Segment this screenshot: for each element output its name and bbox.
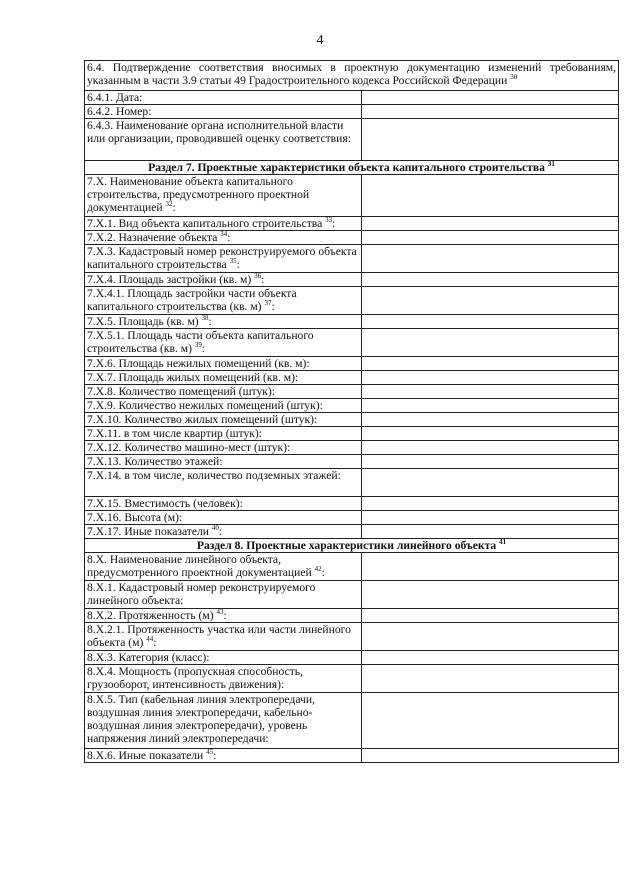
field-label: 7.Х.1. Вид объекта капитального строительства $^{33}$: bbox=[85, 217, 362, 231]
field-row bbox=[85, 665, 619, 693]
label-text: 8.Х. Наименование линейного объекта, предусмотренного проектной документацией bbox=[87, 553, 312, 579]
page-number: 4 bbox=[316, 33, 324, 48]
field-value-cell[interactable] bbox=[362, 441, 619, 455]
label-text: 7.Х.5. Площадь (кв. м) bbox=[87, 315, 199, 328]
field-row bbox=[85, 693, 619, 749]
footnote-ref: 41 bbox=[499, 538, 507, 547]
field-row bbox=[85, 749, 619, 763]
field-value-cell[interactable] bbox=[362, 273, 619, 287]
field-label bbox=[85, 61, 619, 91]
field-value-cell[interactable] bbox=[362, 693, 619, 749]
field-value-cell[interactable] bbox=[362, 665, 619, 693]
field-row bbox=[85, 399, 619, 413]
field-row bbox=[85, 315, 619, 329]
field-label bbox=[85, 441, 362, 455]
field-label bbox=[85, 455, 362, 469]
label-text: Раздел 8. Проектные характеристики линейного объекта bbox=[196, 539, 497, 552]
field-value-cell[interactable] bbox=[362, 749, 619, 763]
field-label: 8.Х.2. Протяженность (м) $^{43}$: bbox=[85, 609, 362, 623]
field-value-cell[interactable] bbox=[362, 385, 619, 399]
field-value-cell[interactable] bbox=[362, 455, 619, 469]
field-row bbox=[85, 105, 619, 119]
field-label: 7.Х.4.1. Площадь застройки части объекта капитального строительства (кв. м) $^{37}$: bbox=[85, 287, 362, 315]
section-title bbox=[85, 161, 619, 175]
field-value-cell[interactable] bbox=[362, 91, 619, 105]
field-row bbox=[85, 231, 619, 245]
form-table bbox=[84, 60, 619, 763]
field-row bbox=[85, 385, 619, 399]
label-text: 7.Х.8. Количество помещений (штук): bbox=[87, 385, 275, 398]
field-value-cell[interactable] bbox=[362, 581, 619, 609]
field-row bbox=[85, 441, 619, 455]
field-row bbox=[85, 245, 619, 273]
field-row bbox=[85, 525, 619, 539]
footnote-ref: 40 bbox=[211, 524, 219, 533]
field-row bbox=[85, 511, 619, 525]
field-value-cell[interactable] bbox=[362, 511, 619, 525]
label-text: 6.4.1. Дата: bbox=[87, 91, 143, 104]
field-row bbox=[85, 413, 619, 427]
field-row bbox=[85, 427, 619, 441]
field-label bbox=[85, 427, 362, 441]
form-table-body bbox=[85, 61, 619, 763]
field-label bbox=[85, 497, 362, 511]
field-row bbox=[85, 469, 619, 497]
field-label bbox=[85, 119, 362, 161]
footnote-ref: 44 bbox=[146, 635, 154, 644]
label-text: 7.Х.11. в том числе квартир (штук): bbox=[87, 427, 262, 440]
field-row bbox=[85, 553, 619, 581]
field-value-cell[interactable] bbox=[362, 371, 619, 385]
field-label: 8.Х.6. Иные показатели $^{45}$: bbox=[85, 749, 362, 763]
field-label: 8.Х.2.1. Протяженность участка или части линейного объекта (м) $^{44}$: bbox=[85, 623, 362, 651]
label-text: 8.Х.4. Мощность (пропускная способность, грузооборот, интенсивность движения): bbox=[87, 665, 303, 691]
footnote-ref: 42 bbox=[314, 565, 322, 574]
label-text: 7.Х.13. Количество этажей: bbox=[87, 455, 223, 468]
field-value-cell[interactable] bbox=[362, 175, 619, 217]
label-text: 6.4. Подтверждение соответствия вносимых в проектную документацию изменений требованиям, указанным в части 3.9 статьи 49 Градостроительного кодекса Российской Федерации bbox=[87, 61, 617, 87]
field-row bbox=[85, 357, 619, 371]
label-text: 8.Х.3. Категория (класс): bbox=[87, 651, 210, 664]
field-value-cell[interactable] bbox=[362, 357, 619, 371]
field-label bbox=[85, 511, 362, 525]
footnote-ref: 45 bbox=[206, 748, 214, 757]
field-row bbox=[85, 497, 619, 511]
field-value-cell[interactable] bbox=[362, 399, 619, 413]
field-label bbox=[85, 469, 362, 497]
footnote-ref: 33 bbox=[325, 216, 333, 225]
field-value-cell[interactable] bbox=[362, 413, 619, 427]
footnote-ref: 32 bbox=[165, 200, 173, 209]
field-value-cell[interactable] bbox=[362, 623, 619, 651]
field-row bbox=[85, 217, 619, 231]
footnote-ref: 30 bbox=[510, 73, 518, 82]
field-label: 7.Х.5. Площадь (кв. м) $^{38}$: bbox=[85, 315, 362, 329]
field-value-cell[interactable] bbox=[362, 469, 619, 497]
field-row bbox=[85, 581, 619, 609]
label-text: 7.Х.10. Количество жилых помещений (штук): bbox=[87, 413, 318, 426]
field-label: 7.Х.17. Иные показатели $^{40}$: bbox=[85, 525, 362, 539]
footnote-ref: 43 bbox=[216, 608, 224, 617]
field-value-cell[interactable] bbox=[362, 217, 619, 231]
field-row bbox=[85, 91, 619, 105]
field-value-cell[interactable] bbox=[362, 105, 619, 119]
field-row bbox=[85, 119, 619, 161]
field-label: 7.Х.3. Кадастровый номер реконструируемого объекта капитального строительства $^{35}$: bbox=[85, 245, 362, 273]
field-value-cell[interactable] bbox=[362, 609, 619, 623]
field-row bbox=[85, 623, 619, 651]
field-label bbox=[85, 105, 362, 119]
field-value-cell[interactable] bbox=[362, 245, 619, 273]
field-row bbox=[85, 455, 619, 469]
field-label bbox=[85, 357, 362, 371]
label-text: 7.Х.17. Иные показатели bbox=[87, 525, 210, 538]
label-text: 7.Х.2. Назначение объекта bbox=[87, 231, 218, 244]
label-text: 8.Х.2. Протяженность (м) bbox=[87, 609, 214, 622]
field-label bbox=[85, 693, 362, 749]
label-text: 7.Х.3. Кадастровый номер реконструируемого объекта капитального строительства bbox=[87, 245, 357, 271]
field-row bbox=[85, 651, 619, 665]
field-row bbox=[85, 273, 619, 287]
field-label bbox=[85, 413, 362, 427]
field-value-cell[interactable] bbox=[362, 287, 619, 315]
label-text: 8.Х.6. Иные показатели bbox=[87, 749, 204, 762]
footnote-ref: 39 bbox=[194, 341, 202, 350]
field-label bbox=[85, 399, 362, 413]
field-label bbox=[85, 385, 362, 399]
section-header-row bbox=[85, 161, 619, 175]
field-row bbox=[85, 175, 619, 217]
field-label: 8.Х. Наименование линейного объекта, предусмотренного проектной документацией $^{42}$: bbox=[85, 553, 362, 581]
label-text: 6.4.2. Номер: bbox=[87, 105, 152, 118]
field-value-cell[interactable] bbox=[362, 231, 619, 245]
label-text: 7.Х.4.1. Площадь застройки части объекта капитального строительства (кв. м) bbox=[87, 287, 297, 313]
label-text: 7.Х.7. Площадь жилых помещений (кв. м): bbox=[87, 371, 299, 384]
label-text: 7.Х. Наименование объекта капитального строительства, предусмотренного проектной документацией bbox=[87, 175, 310, 214]
label-text: 7.Х.6. Площадь нежилых помещений (кв. м): bbox=[87, 357, 310, 370]
full-width-row bbox=[85, 61, 619, 91]
label-text: 6.4.3. Наименование органа исполнительной власти или организации, проводившей оценку соответствия: bbox=[87, 119, 351, 145]
label-text: 7.Х.16. Высота (м): bbox=[87, 511, 183, 524]
field-label bbox=[85, 665, 362, 693]
field-value-cell[interactable] bbox=[362, 497, 619, 511]
field-value-cell[interactable] bbox=[362, 329, 619, 357]
footnote-ref: 37 bbox=[264, 299, 272, 308]
label-text: 7.Х.4. Площадь застройки (кв. м) bbox=[87, 273, 252, 286]
label-text: 7.Х.12. Количество машино-мест (штук): bbox=[87, 441, 291, 454]
field-value-cell[interactable] bbox=[362, 651, 619, 665]
field-label: 7.Х.4. Площадь застройки (кв. м) $^{36}$: bbox=[85, 273, 362, 287]
footnote-ref: 38 bbox=[201, 314, 209, 323]
label-text: 7.Х.14. в том числе, количество подземных этажей: bbox=[87, 469, 341, 482]
label-text: 8.Х.2.1. Протяженность участка или части линейного объекта (м) bbox=[87, 623, 351, 649]
label-text: 7.Х.9. Количество нежилых помещений (штук): bbox=[87, 399, 323, 412]
field-row bbox=[85, 609, 619, 623]
footnote-ref: 36 bbox=[254, 272, 262, 281]
field-label bbox=[85, 581, 362, 609]
field-row bbox=[85, 371, 619, 385]
section-title bbox=[85, 539, 619, 553]
field-value-cell[interactable] bbox=[362, 119, 619, 161]
field-label bbox=[85, 371, 362, 385]
field-label bbox=[85, 651, 362, 665]
footnote-ref: 31 bbox=[547, 160, 555, 169]
label-text: 7.Х.1. Вид объекта капитального строительства bbox=[87, 217, 323, 230]
field-value-cell[interactable] bbox=[362, 315, 619, 329]
field-label: 7.Х. Наименование объекта капитального строительства, предусмотренного проектной документацией $^{32}$: bbox=[85, 175, 362, 217]
field-label bbox=[85, 91, 362, 105]
field-label: 7.Х.2. Назначение объекта $^{34}$: bbox=[85, 231, 362, 245]
label-text: 7.Х.15. Вместимость (человек): bbox=[87, 497, 243, 510]
field-value-cell[interactable] bbox=[362, 427, 619, 441]
label-text: 8.Х.1. Кадастровый номер реконструируемого линейного объекта: bbox=[87, 581, 316, 607]
footnote-ref: 35 bbox=[229, 257, 237, 266]
field-value-cell[interactable] bbox=[362, 525, 619, 539]
section-header-row bbox=[85, 539, 619, 553]
footnote-ref: 34 bbox=[220, 230, 228, 239]
field-row bbox=[85, 329, 619, 357]
field-label: 7.Х.5.1. Площадь части объекта капитального строительства (кв. м) $^{39}$: bbox=[85, 329, 362, 357]
label-text: Раздел 7. Проектные характеристики объекта капитального строительства bbox=[148, 161, 545, 174]
label-text: 7.Х.5.1. Площадь части объекта капитального строительства (кв. м) bbox=[87, 329, 314, 355]
label-text: 8.Х.5. Тип (кабельная линия электропередачи, воздушная линия электропередачи, кабельно-воздушная линия электропередачи), уровень напряжения линий электропередачи: bbox=[87, 693, 315, 745]
field-value-cell[interactable] bbox=[362, 553, 619, 581]
field-row bbox=[85, 287, 619, 315]
